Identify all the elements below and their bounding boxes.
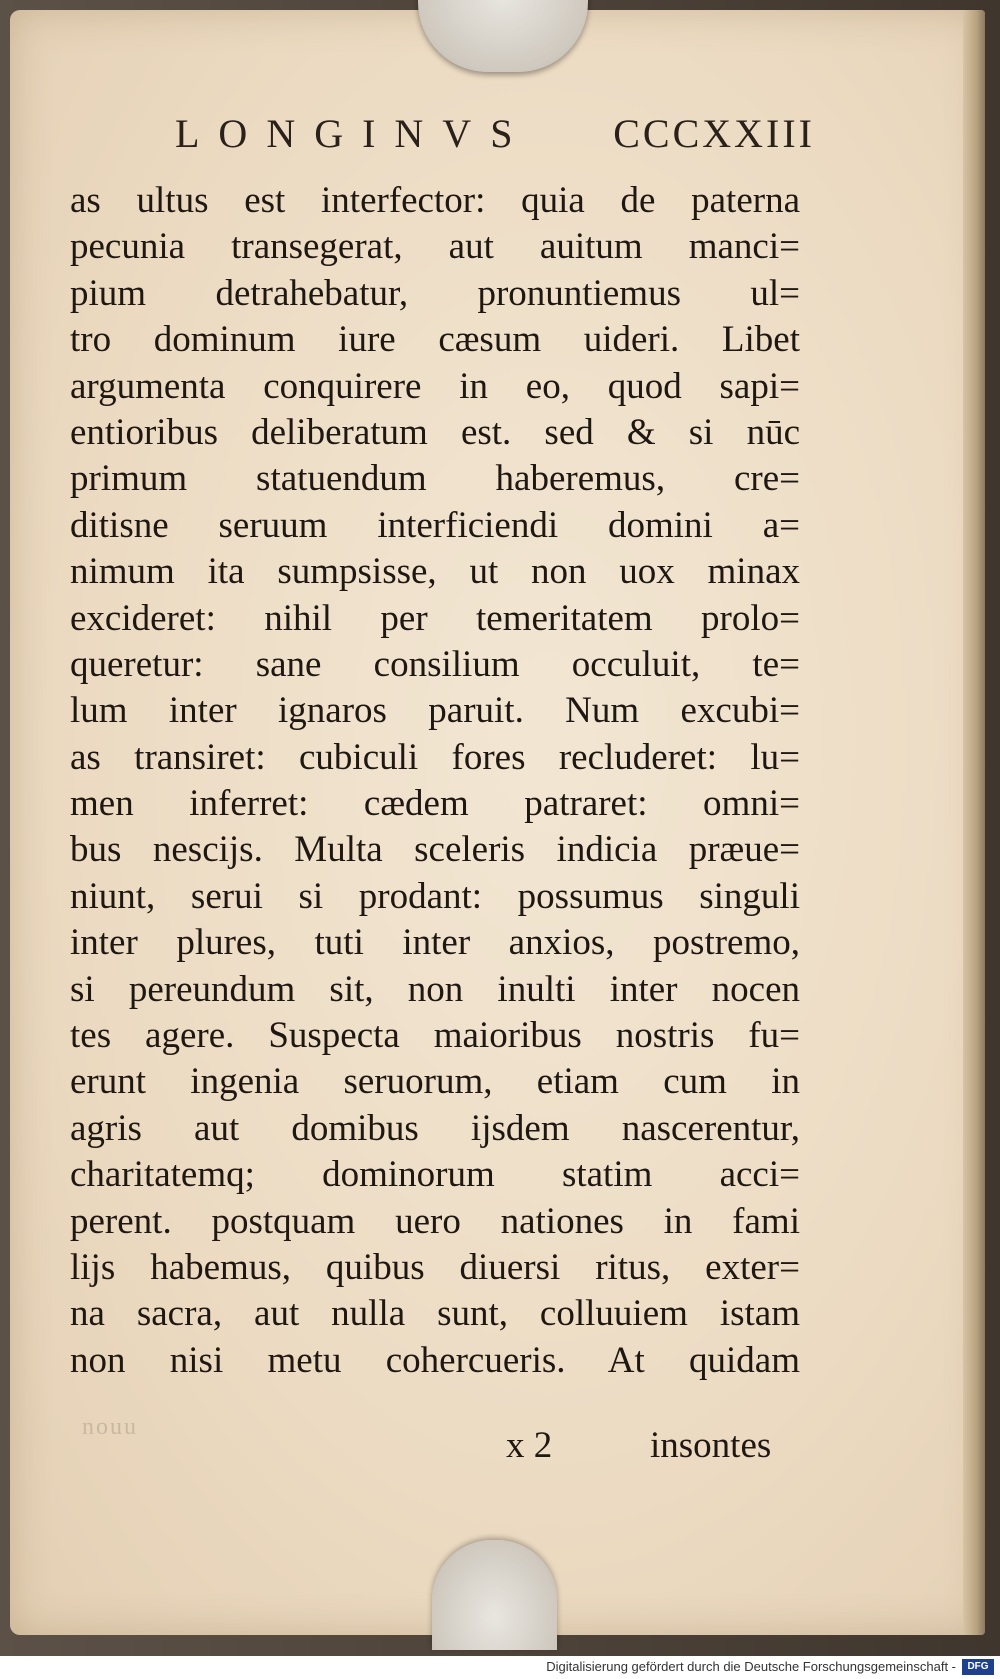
- text-line: queretur: sane consilium occuluit, te=: [70, 643, 800, 685]
- text-line: lum inter ignaros paruit. Num excubi=: [70, 690, 800, 732]
- text-line: entioribus deliberatum est. sed & si nūc: [70, 411, 800, 453]
- text-line: nimum ita sumpsisse, ut non uox minax: [70, 551, 800, 593]
- text-line: erunt ingenia seruorum, etiam cum in: [70, 1061, 800, 1103]
- text-line: primum statuendum haberemus, cre=: [70, 458, 800, 500]
- text-line: charitatemq; dominorum statim acci=: [70, 1154, 800, 1196]
- text-line: bus nescijs. Multa sceleris indicia præue=: [70, 829, 800, 871]
- footer-bar: [0, 1656, 1000, 1679]
- text-line: inter plures, tuti inter anxios, postremo,: [70, 922, 800, 964]
- text-line: tes agere. Suspecta maioribus nostris fu=: [70, 1015, 800, 1057]
- text-line: excideret: nihil per temeritatem prolo=: [70, 597, 800, 639]
- folio-number: CCCXXIII: [613, 111, 815, 156]
- text-line: pium detrahebatur, pronuntiemus ul=: [70, 272, 800, 314]
- text-line: pecunia transegerat, aut auitum manci=: [70, 226, 800, 268]
- dfg-logo: DFG: [962, 1659, 994, 1675]
- page-clip-bottom: [432, 1540, 557, 1650]
- signature-mark: x 2: [506, 1425, 553, 1466]
- funding-credit: Digitalisierung gefördert durch die Deutsche Forschungsgemeinschaft -: [546, 1659, 956, 1674]
- text-line: agris aut domibus ijsdem nascerentur,: [70, 1107, 800, 1149]
- text-block: [70, 178, 800, 1384]
- text-line: si pereundum sit, non inulti inter nocen: [70, 968, 800, 1010]
- bleed-through-text: nouu: [82, 1414, 138, 1440]
- catchword: insontes: [650, 1425, 772, 1466]
- text-line: as ultus est interfector: quia de paterna: [70, 180, 800, 221]
- text-line: non nisi metu cohercueris. At quidam: [70, 1339, 800, 1381]
- running-title: LONGINVS: [175, 111, 532, 156]
- book-page: [10, 10, 985, 1635]
- page-edge: [963, 10, 985, 1635]
- text-line: lijs habemus, quibus diuersi ritus, exter=: [70, 1246, 800, 1288]
- text-line: niunt, serui si prodant: possumus singuli: [70, 875, 800, 917]
- text-line: ditisne seruum interficiendi domini a=: [70, 504, 800, 546]
- text-line: as transiret: cubiculi fores recluderet: lu=: [70, 736, 800, 778]
- text-line: argumenta conquirere in eo, quod sapi=: [70, 365, 800, 407]
- text-line: men inferret: cædem patraret: omni=: [70, 783, 800, 825]
- text-line: tro dominum iure cæsum uideri. Libet: [70, 319, 800, 361]
- running-head: [175, 110, 815, 160]
- text-line: na sacra, aut nulla sunt, colluuiem istam: [70, 1293, 800, 1335]
- text-line: perent. postquam uero nationes in fami: [70, 1200, 800, 1242]
